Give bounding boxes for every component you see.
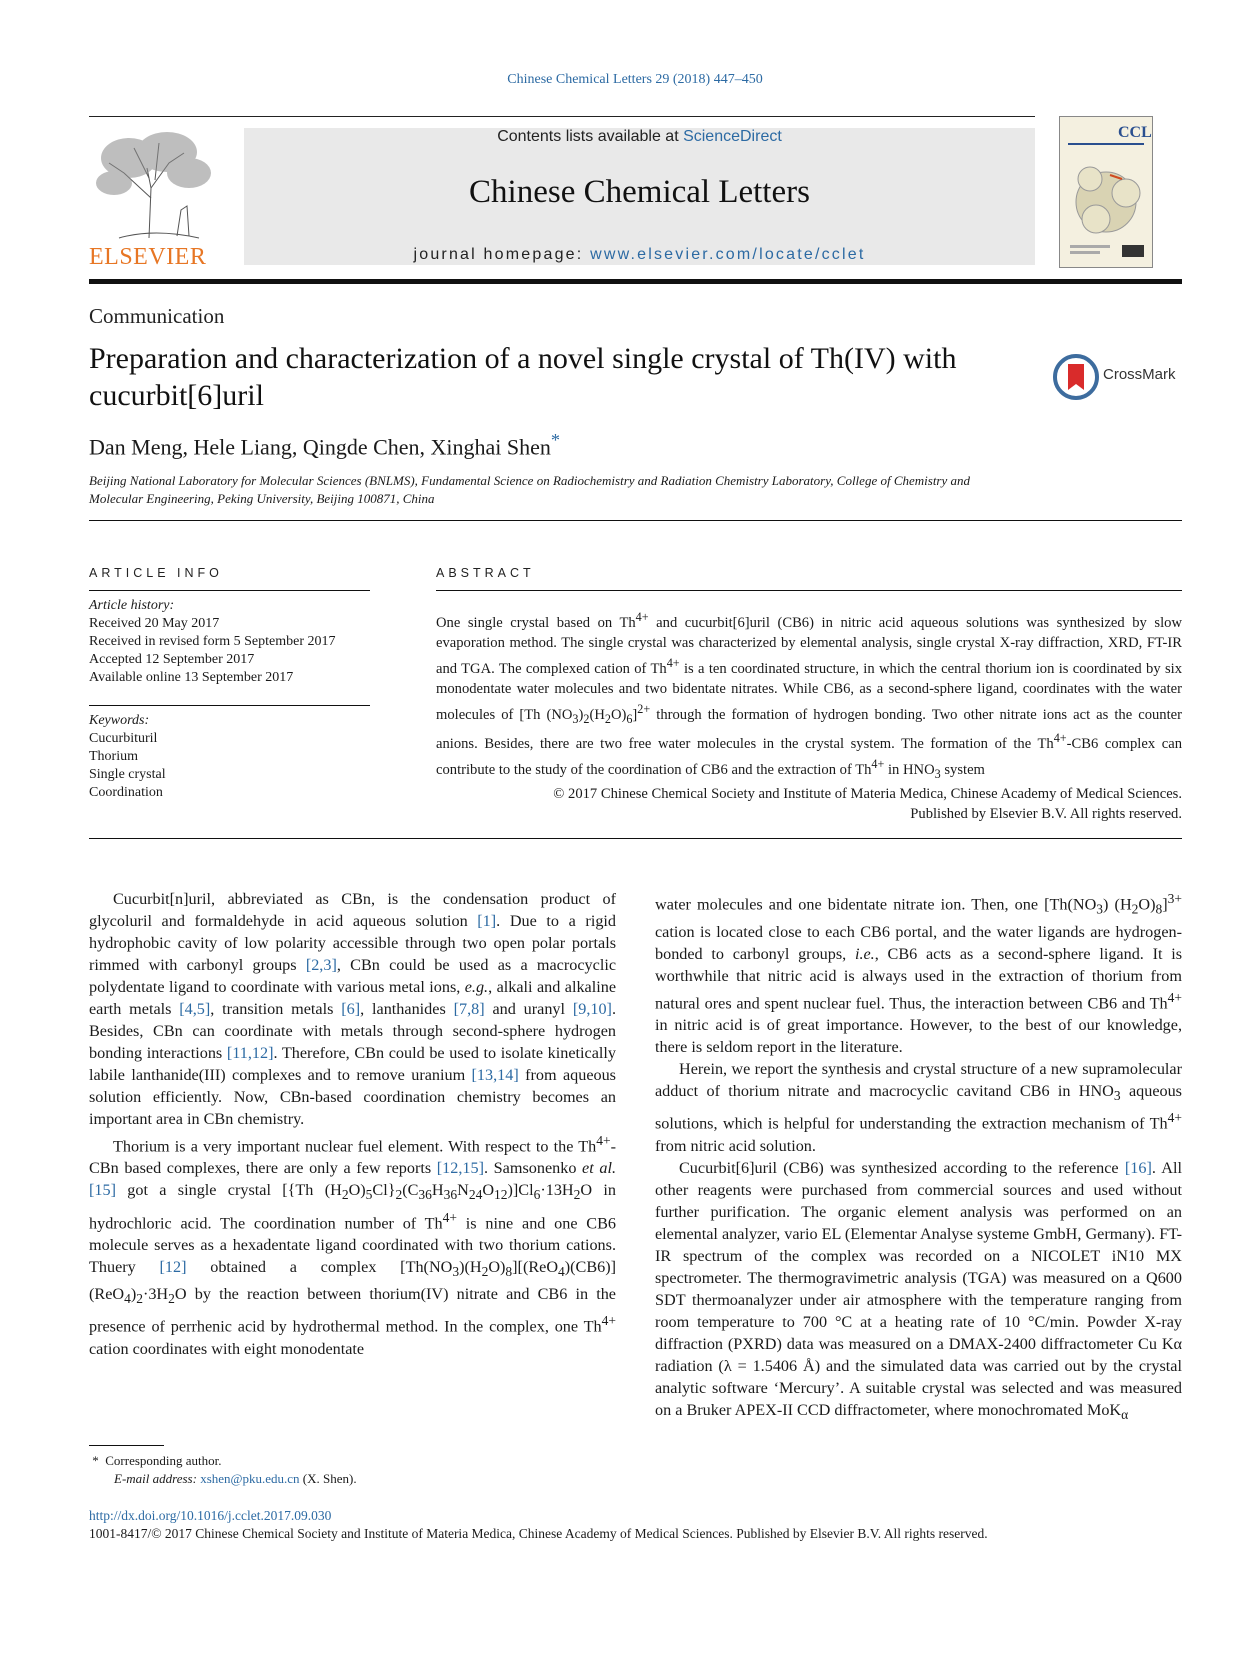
tree-icon: [89, 128, 219, 248]
crossmark-button[interactable]: [1053, 354, 1183, 398]
sciencedirect-link[interactable]: ScienceDirect: [683, 128, 782, 145]
corresponding-marker[interactable]: *: [550, 430, 561, 450]
crossmark-label: CrossMark: [1103, 366, 1176, 383]
authors-text: Dan Meng, Hele Liang, Qingde Chen, Xinghai Shen: [89, 434, 551, 460]
citation-link[interactable]: [15]: [89, 1181, 116, 1200]
citation-link[interactable]: [16]: [1124, 1158, 1152, 1177]
keyword: Thorium: [89, 749, 138, 764]
contents-prefix: Contents lists available at: [497, 128, 684, 145]
journal-reference[interactable]: Chinese Chemical Letters 29 (2018) 447–450: [507, 72, 763, 87]
citation-link[interactable]: [1]: [477, 912, 497, 930]
paragraph: Herein, we report the synthesis and crystal structure of a new supramolecular adduct of thorium nitrate and macrocyclic cavitand CB6 in $HNO_3$ aqueous solutions, which is helpful for understanding the extraction mechanism of $Th^{4+}$ from nitric acid solution.: [655, 1060, 1182, 1155]
cover-art-icon: [1060, 117, 1152, 267]
masthead-thick-rule: [89, 279, 1182, 284]
citation-link[interactable]: [7,8]: [453, 1000, 485, 1018]
abstract-heading: ABSTRACT: [436, 566, 535, 580]
paragraph: Cucurbit[6]uril (CB6) was synthesized according to the reference [16]. All other reagents were purchased from commercial sources and used without further purification. The organic element analysis was performed on an elemental analyzer, vario EL (Elementar Analyse systeme GmbH, Germany). FT-IR spectrum of the complex was recorded on a NICOLET iN10 MX spectrometer. The thermogravimetric analysis (TGA) was measured on a Q600 SDT thermoanalyzer under air atmosphere with the temperature ranging from room temperature to 700 °C at a heating rate of 10 °C/min. Powder X-ray diffraction (PXRD) data was measured on a DMAX-2400 diffractometer Cu Kα radiation (λ = 1.5406 Å) and the simulated data was carried out by the crystal analytic software ‘Mercury’. A suitable crystal was selected and was measured on a Bruker APEX-II CCD diffractometer, where monochromated MoK$_\alpha$: [655, 1158, 1182, 1422]
email-suffix: (X. Shen).: [299, 1471, 357, 1486]
header-bottom-rule: [89, 838, 1182, 839]
affiliation: Beijing National Laboratory for Molecular Sciences (BNLMS), Fundamental Science on Radiochemistry and Radiation Chemistry Laboratory, College of Chemistry and Molecular Engineering, Peking University, Beijing 100871, China: [89, 473, 971, 506]
footnote-marker: *: [92, 1453, 99, 1468]
article-history: [89, 597, 379, 687]
homepage-line: [244, 246, 1035, 264]
contents-line: [244, 128, 1035, 146]
journal-title: Chinese Chemical Letters: [469, 174, 810, 210]
history-item: Received in revised form 5 September 2017: [89, 634, 336, 649]
keywords: [89, 712, 379, 802]
abstract-copyright-1: © 2017 Chinese Chemical Society and Institute of Materia Medica, Chinese Academy of Medical Sciences.: [553, 786, 1182, 803]
keyword: Cucurbituril: [89, 731, 158, 746]
cover-badge: CCL: [1118, 124, 1152, 141]
citation-link[interactable]: [12,15]: [436, 1159, 484, 1178]
doi-link[interactable]: http://dx.doi.org/10.1016/j.cclet.2017.09.030: [89, 1508, 332, 1523]
email-link[interactable]: xshen@pku.edu.cn: [200, 1471, 300, 1486]
history-item: Available online 13 September 2017: [89, 670, 294, 685]
elsevier-logo: [89, 128, 219, 270]
article-info-heading: ARTICLE INFO: [89, 566, 223, 580]
citation-link[interactable]: [2,3]: [305, 956, 337, 974]
article-title: Preparation and characterization of a novel single crystal of Th(IV) with cucurbit[6]uril: [89, 342, 957, 412]
author-list: [89, 430, 560, 460]
keyword: Single crystal: [89, 767, 166, 782]
citation-link[interactable]: [13,14]: [471, 1066, 519, 1084]
abstract-copyright-2: Published by Elsevier B.V. All rights reserved.: [910, 806, 1182, 823]
article-type: Communication: [89, 304, 225, 328]
paragraph: water molecules and one bidentate nitrate ion. Then, one [$Th(NO_3)$ $(H_2O)_8]^{3+}$ cation is located close to each CB6 portal, and the water ligands are hydrogen-bonded to carbonyl groups, i.e., CB6 acts as a second-sphere ligand. It is worthwhile that nitric acid is always used in the extraction of thorium from natural ores and spent nuclear fuel. Thus, the interaction between CB6 and $Th^{4+}$ in nitric acid is of great importance. However, to the best of our knowledge, there is seldom report in the literature.: [655, 891, 1182, 1057]
affiliation-rule: [89, 520, 1182, 521]
paragraph: Cucurbit[n]uril, abbreviated as CBn, is the condensation product of glycoluril and formaldehyde in acid aqueous solution [1]. Due to a rigid hydrophobic cavity of low polarity accessible through two open polar portals rimmed with carbonyl groups [2,3], CBn could be used as a macrocyclic polydentate ligand to coordinate with various metal ions, e.g., alkali and alkaline earth metals [4,5], transition metals [6], lanthanides [7,8] and uranyl [9,10]. Besides, CBn can coordinate with metals through second-sphere hydrogen bonding interactions [11,12]. Therefore, CBn could be used to isolate kinetically labile lanthanide(III) complexes and to remove uranium [13,14] from aqueous solution efficiently. Now, CBn-based coordination chemistry becomes an important area in CBn chemistry.: [89, 890, 617, 1128]
citation-link[interactable]: [11,12]: [226, 1044, 274, 1062]
history-item: Accepted 12 September 2017: [89, 652, 255, 667]
homepage-prefix: journal homepage:: [413, 246, 591, 263]
homepage-link[interactable]: www.elsevier.com/locate/cclet: [590, 246, 866, 263]
elsevier-wordmark: ELSEVIER: [89, 244, 207, 270]
journal-cover: [1059, 116, 1153, 268]
paragraph: Thorium is a very important nuclear fuel element. With respect to the $Th^{4+}$-CBn based complexes, there are only a few reports [12,15]. Samsonenko et al. [15] got a single crystal [{Th $(H_2O)_5Cl\}_2(C_{36}H_{36}N_{24}O_{12})]Cl_6\cdot 13H_2O$ in hydrochloric acid. The coordination number of $Th^{4+}$ is nine and one CB6 molecule serves as a hexadentate ligand coordinated with two thorium cations. Thuery [12] obtained a complex $[Th(NO_3)(H_2O)_8][(ReO_4)(CB6)]$ $(ReO_4)_2\cdot 3H_2O$ by the reaction between thorium(IV) nitrate and CB6 in the presence of perrhenic acid by hydrothermal method. In the complex, one $Th^{4+}$ cation coordinates with eight monodentate: [89, 1133, 617, 1358]
keywords-rule: [89, 705, 370, 706]
footnote-rule: [89, 1445, 164, 1446]
citation-link[interactable]: [4,5]: [179, 1000, 211, 1018]
citation-link[interactable]: [9,10]: [572, 1000, 612, 1018]
keyword: Coordination: [89, 785, 163, 800]
footer-copyright: 1001-8417/© 2017 Chinese Chemical Society and Institute of Materia Medica, Chinese Academy of Medical Sciences. Published by Elsevier B.V. All rights reserved.: [89, 1526, 988, 1541]
citation-link[interactable]: [12]: [159, 1258, 187, 1277]
citation-link[interactable]: [6]: [341, 1000, 361, 1018]
history-label: Article history:: [89, 598, 175, 613]
history-item: Received 20 May 2017: [89, 616, 220, 631]
body-column-left: [89, 888, 616, 1360]
footnote: [89, 1452, 357, 1488]
article-info-rule: [89, 590, 370, 591]
keywords-label: Keywords:: [89, 713, 150, 728]
email-label: E-mail address:: [114, 1471, 201, 1486]
abstract-rule: [436, 590, 1182, 591]
header-rule: [89, 116, 1035, 117]
corresponding-author-label: Corresponding author.: [105, 1453, 222, 1468]
abstract-body: One single crystal based on $Th^{4+}$ and cucurbit[6]uril (CB6) in nitric acid aqueous solutions was synthesized by slow evaporation method. The single crystal was characterized by elemental analysis, single crystal X-ray diffraction, XRD, FT-IR and TGA. The complexed cation of $Th^{4+}$ is a ten coordinated structure, in which the central thorium ion is coordinated by six monodentate water molecules and two bidentate nitrates. While CB6, as a second-sphere ligand, coordinates with the water molecules of [Th $(NO_3)_2(H_2O)_6]^{2+}$ through the formation of hydrogen bonding. Two other nitrate ions act as the counter anions. Besides, there are two free water molecules in the crystal system. The formation of the $Th^{4+}-CB6$ complex can contribute to the study of the coordination of CB6 and the extraction of $Th^{4+}$ in $HNO_3$ system © 2017 Chinese Chemical Society and Institute of Materia Medica, Chinese Academy of Medical Sciences. Published by Elsevier B.V. All rights reserved.: [436, 610, 1182, 823]
body-column-right: [655, 888, 1182, 1426]
crossmark-icon: [1053, 354, 1099, 400]
